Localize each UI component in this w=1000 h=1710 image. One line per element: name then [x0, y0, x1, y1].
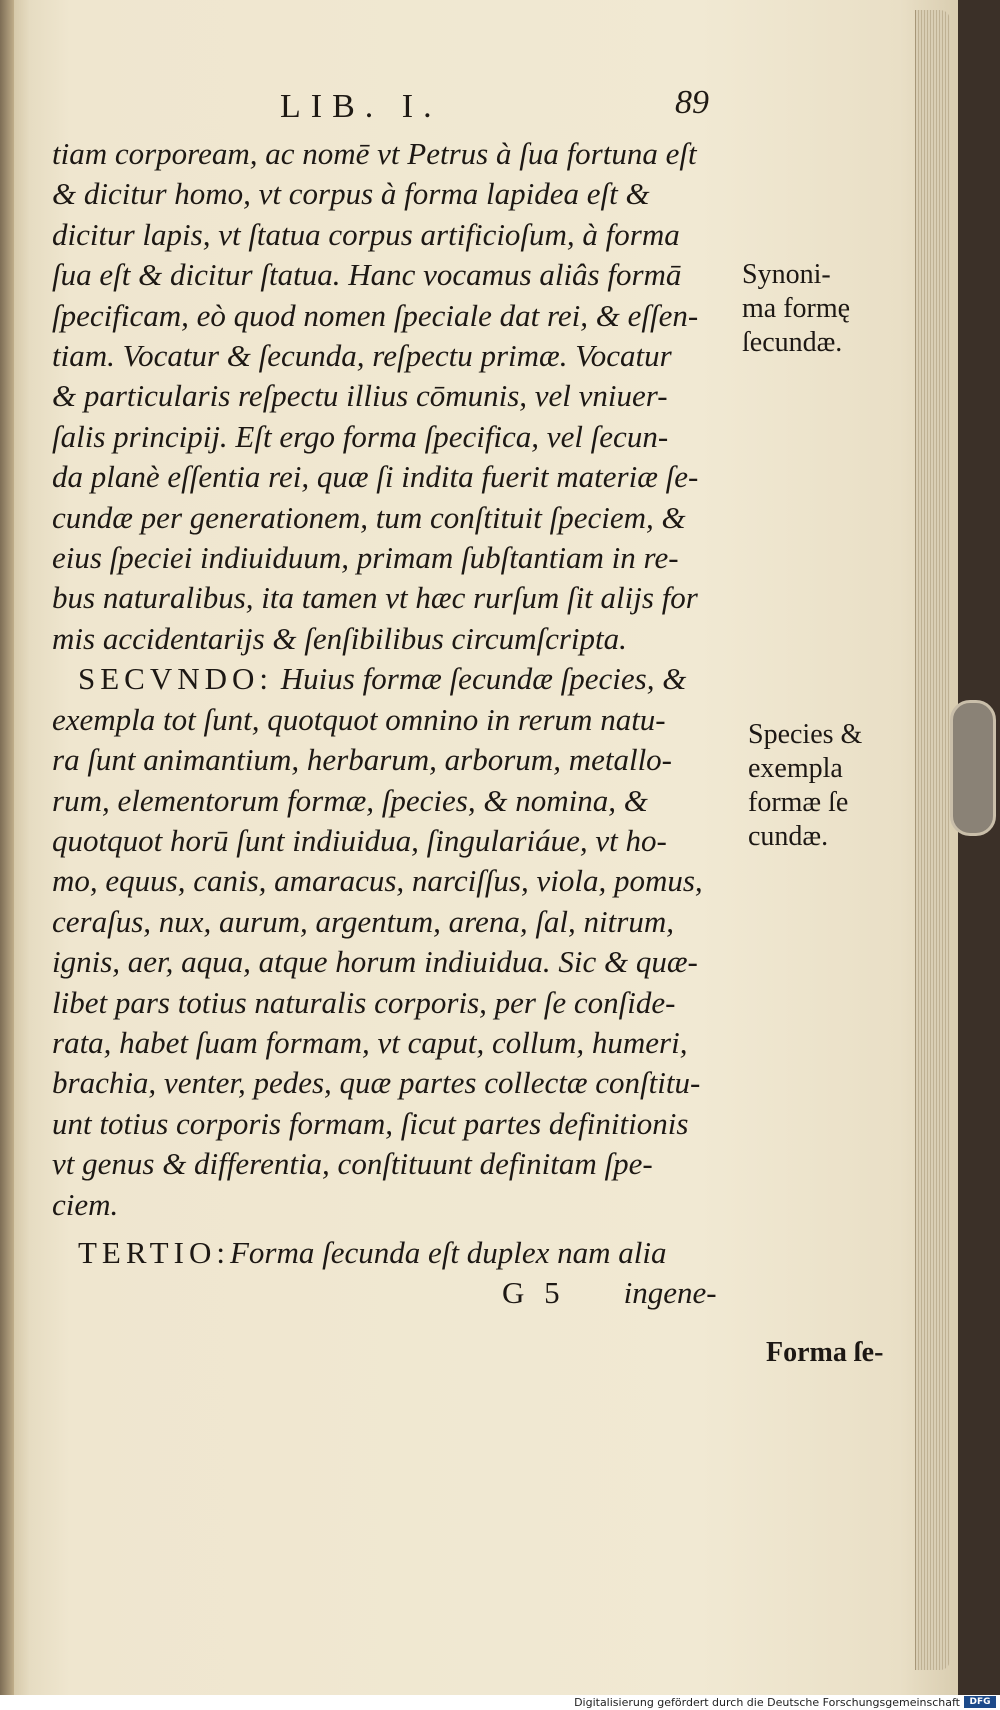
text-line: & dicitur homo, vt corpus à forma lapidea eſt &: [52, 176, 650, 212]
margin-note-line: Species &: [748, 719, 863, 750]
text-line: mis accidentarijs & ſenſibilibus circumſcripta.: [52, 620, 627, 656]
margin-note-forma: [766, 1336, 916, 1370]
text-line: cundæ per generationem, tum conſtituit ſpeciem, &: [52, 499, 686, 535]
text-line: dicitur lapis, vt ſtatua corpus artificioſum, à forma: [52, 216, 680, 252]
running-title: LIB. I.: [280, 88, 442, 125]
text-line: vt genus & differentia, conſtituunt definitam ſpe-: [52, 1146, 653, 1182]
text-line: tiam corpoream, ac nomē vt Petrus à ſua fortuna eſt: [52, 136, 697, 171]
text-line: ciem.: [52, 1186, 119, 1222]
text-line: bus naturalibus, ita tamen vt hæc rurſum ſit alijs for: [52, 580, 698, 616]
text-line: ignis, aer, aqua, atque horum indiuidua. Sic & quæ-: [52, 944, 698, 980]
margin-note-line: ma formę: [742, 293, 851, 324]
signature-mark: G 5: [502, 1275, 566, 1311]
text-line: da planè eſſentia rei, quæ ſi indita fuerit materiæ ſe-: [52, 459, 699, 495]
page-number: 89: [675, 84, 709, 121]
text-line: eius ſpeciei indiuiduum, primam ſubſtantiam in re-: [52, 540, 679, 576]
margin-note-species: [748, 718, 898, 854]
text-line: quotquot horū ſunt indiuidua, ſingulariáue, vt ho-: [52, 822, 667, 858]
catchline: [52, 1273, 742, 1313]
page-gutter: [0, 0, 14, 1695]
margin-note-line: ſecundæ.: [742, 327, 843, 358]
text-fragment: Forma ſecunda eſt duplex nam alia: [229, 1234, 667, 1270]
text-line: ra ſunt animantium, herbarum, arborum, metallo-: [52, 742, 672, 778]
margin-note-synonima: [742, 258, 892, 360]
digitization-footer: [0, 1695, 1000, 1710]
paragraph-secundo-first-line: [52, 659, 742, 699]
book-clasp: [950, 700, 996, 836]
margin-note-line: Forma ſe-: [766, 1337, 884, 1368]
text-line: ſua eſt & dicitur ſtatua. Hanc vocamus aliâs formā: [52, 257, 682, 293]
text-line: tiam. Vocatur & ſecunda, reſpectu primæ. Vocatur: [52, 338, 672, 374]
text-line: rum, elementorum formæ, ſpecies, & nomina, &: [52, 782, 648, 818]
page-fore-edge: [915, 10, 950, 1670]
margin-note-line: cundæ.: [748, 821, 829, 852]
dfg-logo-icon: DFG: [964, 1696, 996, 1708]
text-line: ſpecificam, eò quod nomen ſpeciale dat rei, & eſſen-: [52, 297, 699, 333]
text-line: & particularis reſpectu illius cōmunis, vel vniuer-: [52, 378, 668, 414]
text-line: mo, equus, canis, amaracus, narciſſus, viola, pomus,: [52, 863, 703, 899]
catchword: ingene-: [623, 1275, 717, 1311]
paragraph-tertio-first-line: [52, 1233, 742, 1273]
margin-note-line: exempla: [748, 753, 843, 784]
margin-note-line: Synoni-: [742, 259, 831, 290]
section-lead-tertio: TERTIO:: [78, 1234, 230, 1270]
page-header: [280, 84, 730, 128]
main-text-block: [52, 134, 742, 1314]
funding-credit: Digitalisierung gefördert durch die Deutsche Forschungsgemeinschaft: [574, 1696, 960, 1709]
text-line: unt totius corporis formam, ſicut partes definitionis: [52, 1105, 689, 1141]
text-line: ſalis principij. Eſt ergo forma ſpecifica, vel ſecun-: [52, 418, 669, 454]
text-fragment: Huius formæ ſecundæ ſpecies, &: [273, 661, 687, 697]
section-lead-secundo: SECVNDO:: [78, 661, 274, 697]
text-line: ceraſus, nux, aurum, argentum, arena, ſal, nitrum,: [52, 903, 674, 939]
text-line: libet pars totius naturalis corporis, per ſe conſide-: [52, 984, 676, 1020]
text-line: exempla tot ſunt, quotquot omnino in rerum natu-: [52, 701, 666, 737]
text-line: brachia, venter, pedes, quæ partes collectæ conſtitu-: [52, 1065, 701, 1101]
text-line: rata, habet ſuam formam, vt caput, collum, humeri,: [52, 1024, 688, 1060]
margin-note-line: formæ ſe: [748, 787, 849, 818]
